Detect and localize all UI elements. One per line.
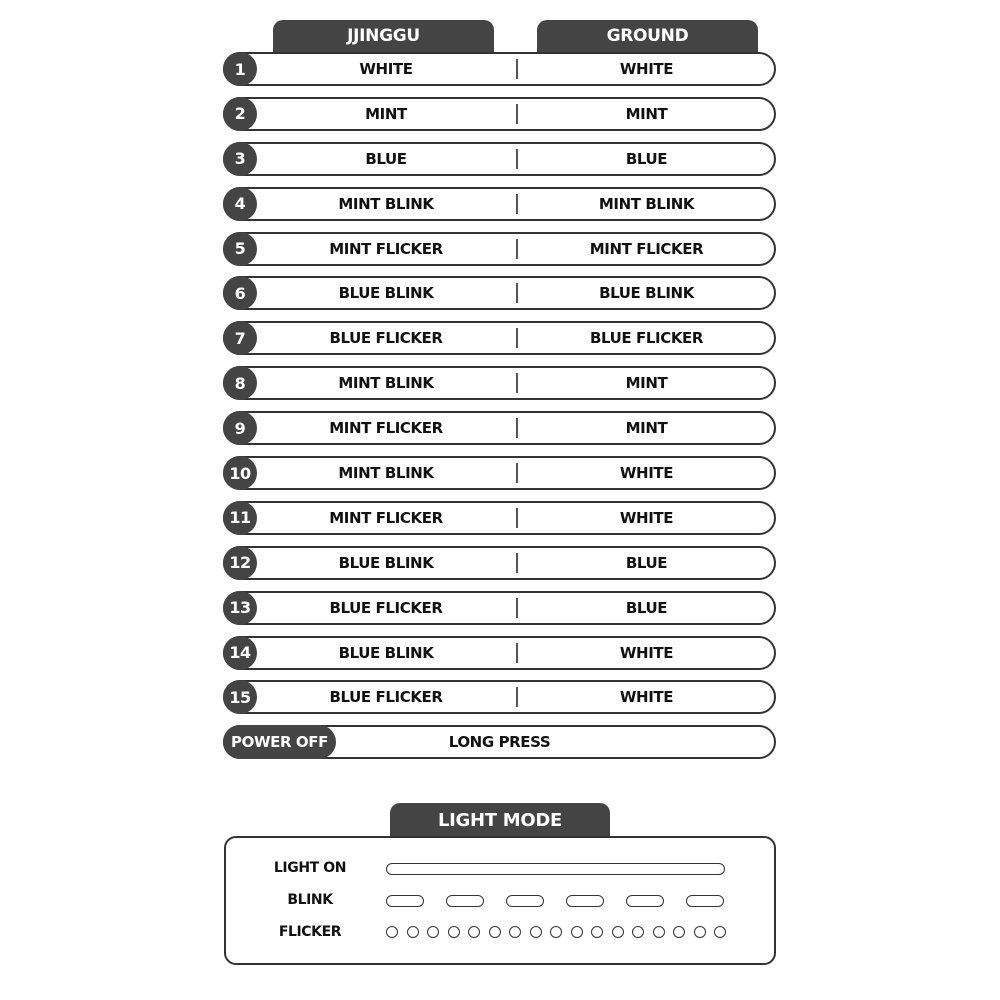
- blink-pattern: [386, 895, 726, 907]
- mode-row: [223, 321, 776, 355]
- flicker-dot: [489, 926, 501, 938]
- light-on-label: LIGHT ON: [273, 860, 347, 876]
- flicker-dot: [386, 926, 398, 938]
- jjinggu-value: MINT: [365, 104, 407, 123]
- ground-value: WHITE: [619, 688, 674, 707]
- mode-row: [223, 591, 776, 625]
- mode-row: [223, 456, 776, 490]
- mode-number: 10: [223, 456, 257, 490]
- mode-number: 6: [223, 276, 257, 310]
- mode-number: 11: [223, 501, 257, 535]
- blink-pill: [686, 895, 724, 907]
- mode-list: [223, 52, 776, 725]
- mode-number: 2: [223, 97, 257, 131]
- mode-number: 8: [223, 366, 257, 400]
- blink-pill: [506, 895, 544, 907]
- mode-row: [223, 187, 776, 221]
- flicker-dot: [653, 926, 665, 938]
- ground-value: MINT BLINK: [598, 194, 695, 213]
- mode-row: [223, 97, 776, 131]
- ground-value: MINT: [625, 104, 668, 123]
- flicker-dot: [509, 926, 521, 938]
- mode-row: [223, 232, 776, 266]
- power-off-label: POWER OFF: [223, 725, 336, 759]
- mode-row: [223, 142, 776, 176]
- mode-row: [223, 501, 776, 535]
- jjinggu-value: BLUE FLICKER: [329, 329, 443, 348]
- mode-row: [223, 366, 776, 400]
- power-off-action: LONG PRESS: [448, 733, 551, 751]
- blink-pill: [446, 895, 484, 907]
- mode-number: 7: [223, 321, 257, 355]
- blink-label: BLINK: [287, 892, 333, 908]
- mode-number: 14: [223, 636, 257, 670]
- flicker-label: FLICKER: [278, 924, 342, 940]
- ground-value: MINT FLICKER: [589, 239, 704, 258]
- mode-row: [223, 52, 776, 86]
- ground-value: WHITE: [619, 60, 674, 78]
- jjinggu-value: BLUE FLICKER: [329, 598, 443, 617]
- flicker-dot: [612, 926, 624, 938]
- mode-row: [223, 276, 776, 310]
- jjinggu-value: MINT FLICKER: [329, 419, 443, 438]
- jjinggu-value: BLUE BLINK: [338, 553, 434, 572]
- jjinggu-value: BLUE BLINK: [338, 643, 434, 662]
- header-jjinggu: JJINGGU: [273, 20, 494, 52]
- mode-number: 4: [223, 187, 257, 221]
- ground-value: MINT: [625, 374, 668, 393]
- ground-value: BLUE: [625, 598, 668, 617]
- blink-pill: [626, 895, 664, 907]
- light-mode-legend: [224, 836, 776, 965]
- header-ground: GROUND: [537, 20, 758, 52]
- blink-pill: [566, 895, 604, 907]
- jjinggu-value: MINT BLINK: [338, 464, 434, 483]
- ground-value: BLUE: [625, 149, 668, 168]
- ground-value: WHITE: [619, 464, 674, 483]
- jjinggu-value: BLUE: [365, 149, 407, 168]
- jjinggu-value: MINT FLICKER: [329, 239, 443, 258]
- power-off-row: [223, 725, 776, 759]
- flicker-dot: [407, 926, 419, 938]
- flicker-dot: [448, 926, 460, 938]
- light-mode-title: LIGHT MODE: [390, 803, 610, 837]
- mode-number: 15: [223, 680, 257, 714]
- mode-number: 9: [223, 411, 257, 445]
- flicker-dot: [530, 926, 542, 938]
- jjinggu-value: WHITE: [359, 60, 413, 78]
- mode-number: 1: [223, 52, 257, 86]
- jjinggu-value: BLUE BLINK: [338, 284, 434, 303]
- flicker-dot: [673, 926, 685, 938]
- flicker-dot: [550, 926, 562, 938]
- ground-value: BLUE BLINK: [599, 284, 694, 303]
- mode-row: [223, 411, 776, 445]
- jjinggu-value: MINT FLICKER: [329, 508, 443, 527]
- mode-number: 12: [223, 546, 257, 580]
- flicker-dot: [468, 926, 480, 938]
- ground-value: BLUE FLICKER: [589, 329, 704, 348]
- ground-value: WHITE: [619, 643, 674, 662]
- ground-value: MINT: [625, 419, 668, 438]
- mode-row: [223, 680, 776, 714]
- flicker-dot: [427, 926, 439, 938]
- mode-row: [223, 546, 776, 580]
- ground-value: BLUE: [625, 553, 668, 572]
- flicker-pattern: [386, 926, 726, 938]
- mode-row: [223, 636, 776, 670]
- jjinggu-value: BLUE FLICKER: [329, 688, 443, 707]
- jjinggu-value: MINT BLINK: [338, 374, 434, 393]
- jjinggu-value: MINT BLINK: [338, 194, 434, 213]
- light-on-pattern: [386, 863, 725, 875]
- flicker-dot: [694, 926, 706, 938]
- blink-pill: [386, 895, 424, 907]
- flicker-dot: [591, 926, 603, 938]
- flicker-dot: [571, 926, 583, 938]
- ground-value: WHITE: [619, 508, 674, 527]
- mode-number: 5: [223, 232, 257, 266]
- mode-number: 3: [223, 142, 257, 176]
- mode-number: 13: [223, 591, 257, 625]
- flicker-dot: [714, 926, 726, 938]
- flicker-dot: [632, 926, 644, 938]
